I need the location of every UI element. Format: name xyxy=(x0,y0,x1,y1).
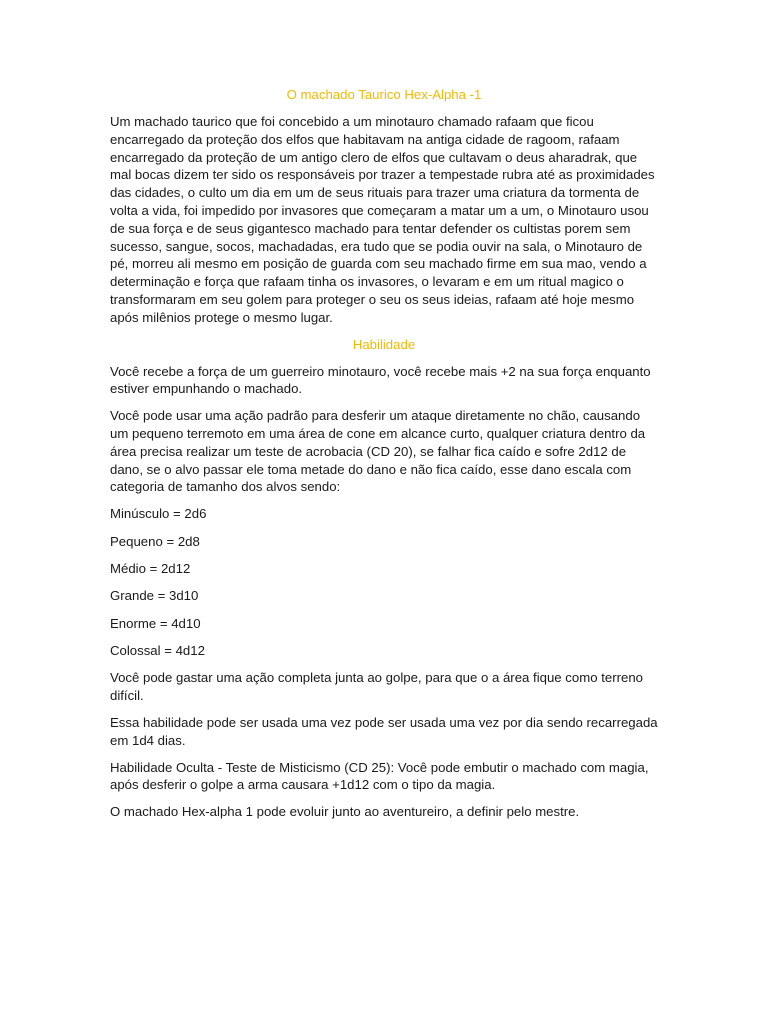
section-title-habilidade: Habilidade xyxy=(352,336,416,352)
ability-paragraph-2: Você pode usar uma ação padrão para desferir um ataque diretamente no chão, causando um pequeno terremoto em uma área de cone em alcance curto, qualquer criatura dentro da área precisa realizar um teste de acrobacia (CD 20), se falhar fica caído e sofre 2d12 de dano, se o alvo passar ele toma metade do dano e não fica caído, esse dano escala com categoria de tamanho dos alvos sendo: xyxy=(110,408,646,495)
hidden-ability-paragraph: Habilidade Oculta - Teste de Misticismo (CD 25): Você pode embutir o machado com magia, após desferir o golpe a arma causara +1d12 com o tipo da magia. xyxy=(110,759,649,793)
document-page xyxy=(110,86,658,830)
closing-paragraph: O machado Hex-alpha 1 pode evoluir junto ao aventureiro, a definir pelo mestre. xyxy=(110,804,580,820)
intro-paragraph: Um machado taurico que foi concebido a um minotauro chamado rafaam que ficou encarregado da proteção dos elfos que habitavam na antiga cidade de ragoom, rafaam encarregado da proteção de um antigo clero de elfos que cultavam o deus aharadrak, que mal bocas dizem ter sido os responsáveis por trazer a tempestade rubra até as proximidades das cidades, o culto um dia em um de seus rituais para trazer uma criatura da tormenta de volta a vida, foi impedido por invasores que começaram a matar um a um, o Minotauro usou de sua força e de seus gigantesco machado para tentar defender os cultistas porem sem sucesso, sangue, socos, machadadas, era tudo que se podia ouvir na sala, o Minotauro de pé, morreu ali mesmo em posição de guarda com seu machado firme em sua mao, vendo a determinação e força que rafaam tinha os invasores, o levaram e em um ritual magico o transformaram em seu golem para proteger o seu os seus ideias, rafaam até hoje mesmo após milênios protege o mesmo lugar. xyxy=(110,114,655,325)
size-item-pequeno: Pequeno = 2d8 xyxy=(110,533,200,549)
ability-paragraph-1: Você recebe a força de um guerreiro minotauro, você recebe mais +2 na sua força enquanto estiver empunhando o machado. xyxy=(110,363,651,397)
document-title: O machado Taurico Hex-Alpha -1 xyxy=(286,87,482,102)
size-item-grande: Grande = 3d10 xyxy=(110,588,199,604)
size-item-minusculo: Minúsculo = 2d6 xyxy=(110,506,207,522)
size-item-medio: Médio = 2d12 xyxy=(110,560,191,576)
size-item-enorme: Enorme = 4d10 xyxy=(110,615,201,631)
ability-paragraph-4: Essa habilidade pode ser usada uma vez pode ser usada uma vez por dia sendo recarregada em 1d4 dias. xyxy=(110,715,658,748)
ability-paragraph-3: Você pode gastar uma ação completa junta ao golpe, para que o a área fique como terreno difícil. xyxy=(110,670,643,704)
size-item-colossal: Colossal = 4d12 xyxy=(110,643,205,659)
